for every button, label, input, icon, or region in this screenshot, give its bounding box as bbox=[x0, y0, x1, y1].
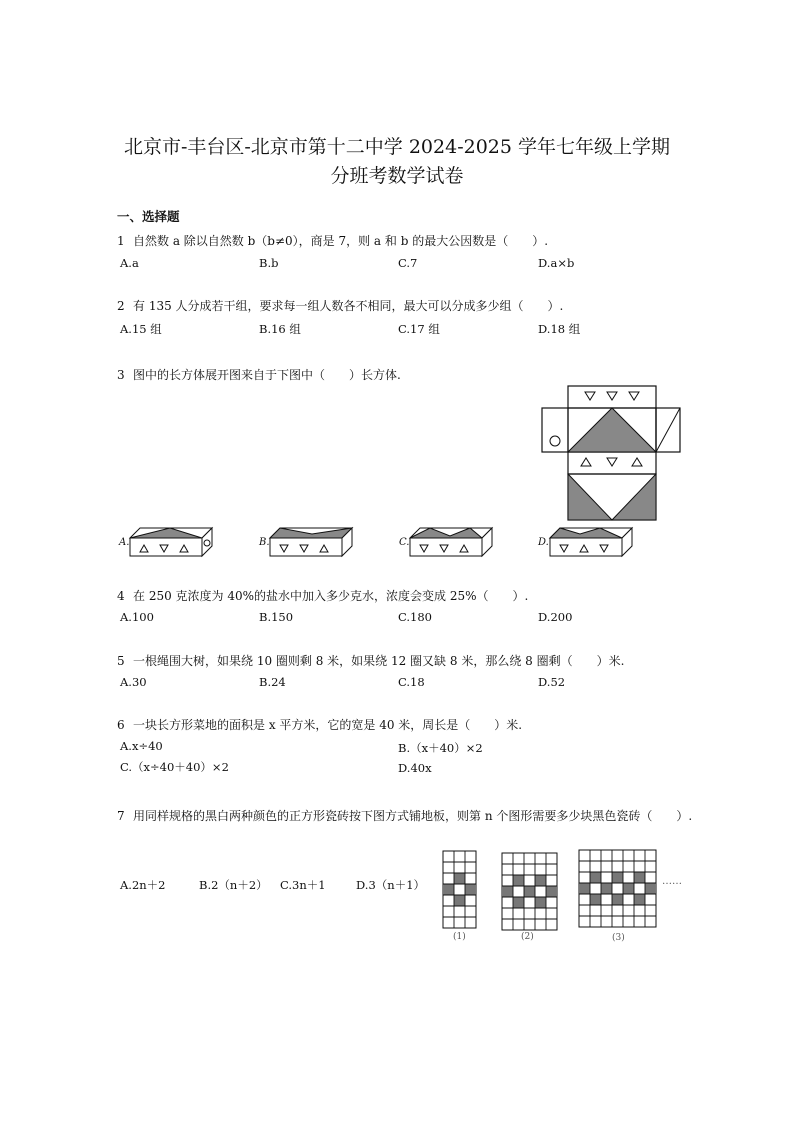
option-c[interactable]: C.（x÷40＋40）×2 bbox=[120, 760, 229, 774]
question-number: 5 bbox=[117, 654, 125, 668]
question-number: 7 bbox=[117, 809, 125, 823]
tile-label-3: (3) bbox=[612, 933, 625, 943]
question-text: 一根绳围大树，如果绕 10 圈则剩 8 米，如果绕 12 圈又缺 8 米，那么绕 8 圈剩（ ）米. bbox=[133, 654, 625, 668]
tile-pattern-3 bbox=[579, 850, 656, 927]
option-d[interactable]: D.3（n＋1） bbox=[356, 878, 426, 892]
option-b[interactable]: B.2（n＋2） bbox=[199, 878, 268, 892]
option-d[interactable]: D.200 bbox=[538, 610, 573, 624]
option-b[interactable]: B.24 bbox=[259, 675, 286, 689]
question-number: 2 bbox=[117, 299, 125, 313]
tile-pattern-1 bbox=[443, 851, 476, 928]
option-c[interactable]: C.3n＋1 bbox=[280, 878, 326, 892]
option-a[interactable]: A.a bbox=[120, 256, 139, 270]
section-heading: 一、选择题 bbox=[117, 209, 180, 224]
option-d[interactable]: D.a×b bbox=[538, 256, 575, 270]
question-4 bbox=[117, 587, 528, 604]
question-number: 4 bbox=[117, 589, 125, 603]
option-b-cuboid[interactable] bbox=[260, 526, 356, 558]
question-text: 用同样规格的黑白两种颜色的正方形瓷砖按下图方式铺地板，则第 n 个图形需要多少块黑色瓷砖（ ）. bbox=[133, 809, 693, 823]
option-c-cuboid[interactable] bbox=[400, 526, 496, 558]
option-a[interactable]: A.100 bbox=[120, 610, 154, 624]
question-3 bbox=[117, 366, 401, 383]
option-b[interactable]: B.16 组 bbox=[259, 322, 301, 336]
option-d-label: D. bbox=[538, 537, 549, 548]
option-c[interactable]: C.18 bbox=[398, 675, 425, 689]
exam-title-line2: 分班考数学试卷 bbox=[330, 165, 464, 187]
option-c-label: C. bbox=[399, 537, 410, 548]
option-c[interactable]: C.17 组 bbox=[398, 322, 440, 336]
question-number: 6 bbox=[117, 718, 125, 732]
option-a-label: A. bbox=[119, 537, 130, 548]
question-text: 有 135 人分成若干组，要求每一组人数各不相同，最大可以分成多少组（ ）. bbox=[133, 299, 564, 313]
option-a[interactable]: A.15 组 bbox=[120, 322, 162, 336]
question-text: 自然数 a 除以自然数 b（b≠0），商是 7，则 a 和 b 的最大公因数是（ ）. bbox=[133, 234, 549, 248]
tile-label-1: (1) bbox=[453, 932, 466, 942]
option-d[interactable]: D.52 bbox=[538, 675, 566, 689]
cuboid-net-side-flap bbox=[656, 408, 682, 452]
option-b-label: B. bbox=[259, 537, 270, 548]
option-d-cuboid[interactable] bbox=[540, 526, 636, 558]
tile-label-2: (2) bbox=[521, 932, 534, 942]
question-7 bbox=[117, 807, 692, 824]
option-a-cuboid[interactable] bbox=[118, 526, 214, 558]
cuboid-net-figure bbox=[540, 386, 660, 522]
tile-ellipsis: …… bbox=[662, 876, 682, 887]
exam-title-line1: 北京市-丰台区-北京市第十二中学 2024-2025 学年七年级上学期 bbox=[123, 136, 671, 158]
option-d[interactable]: D.40x bbox=[398, 761, 432, 775]
tile-pattern-2 bbox=[502, 853, 557, 930]
question-5 bbox=[117, 652, 624, 669]
question-text: 在 250 克浓度为 40%的盐水中加入多少克水，浓度会变成 25%（ ）. bbox=[133, 589, 529, 603]
option-d[interactable]: D.18 组 bbox=[538, 322, 581, 336]
option-c[interactable]: C.7 bbox=[398, 256, 418, 270]
question-text: 图中的长方体展开图来自于下图中（ ）长方体. bbox=[133, 368, 401, 382]
option-b[interactable]: B.b bbox=[259, 256, 279, 270]
option-b[interactable]: B.（x＋40）×2 bbox=[398, 741, 483, 755]
option-a[interactable]: A.2n＋2 bbox=[120, 878, 166, 892]
option-a[interactable]: A.30 bbox=[120, 675, 147, 689]
option-b[interactable]: B.150 bbox=[259, 610, 294, 624]
option-a[interactable]: A.x÷40 bbox=[120, 739, 163, 753]
question-text: 一块长方形菜地的面积是 x 平方米，它的宽是 40 米，周长是（ ）米. bbox=[133, 718, 523, 732]
question-number: 1 bbox=[117, 234, 125, 248]
question-6 bbox=[117, 716, 522, 733]
option-c[interactable]: C.180 bbox=[398, 610, 432, 624]
question-1 bbox=[117, 232, 548, 249]
question-2 bbox=[117, 297, 563, 314]
question-number: 3 bbox=[117, 368, 125, 382]
